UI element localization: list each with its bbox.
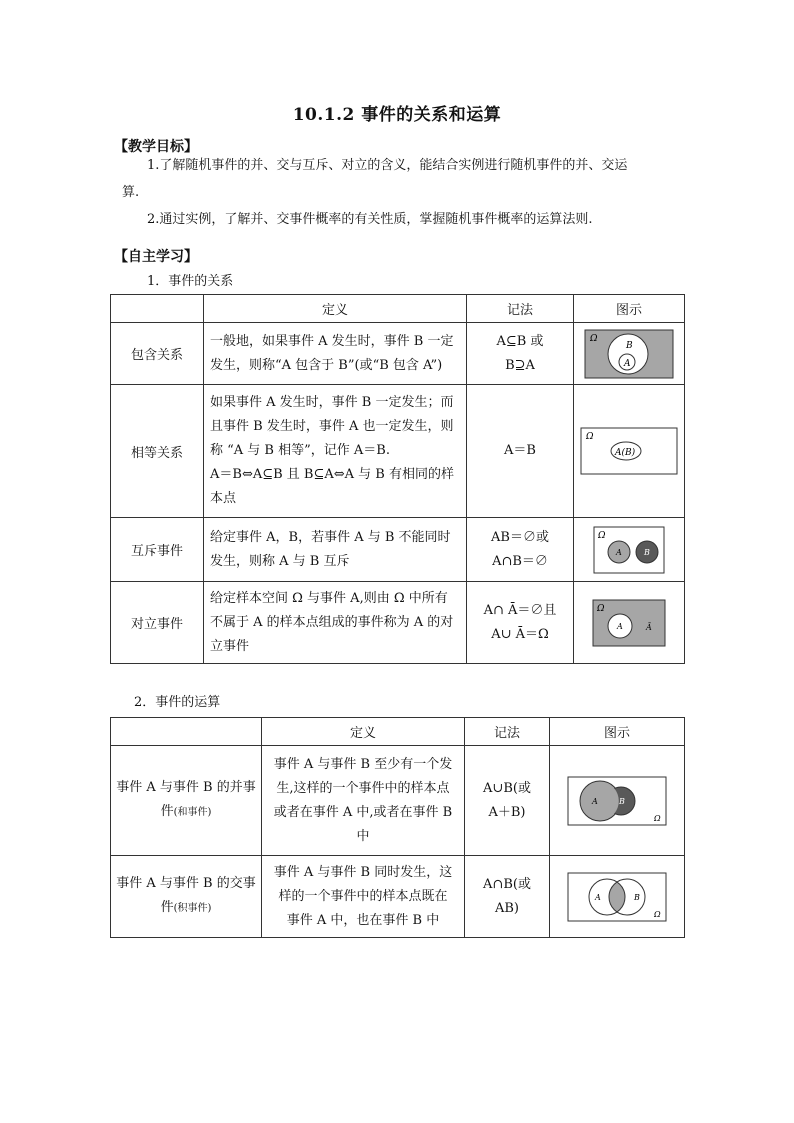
set-a-label: A — [617, 621, 623, 631]
notation-line: A∩ Ā＝∅且 — [483, 602, 557, 618]
name-line — [115, 800, 257, 825]
page-title: 10.1.2 事件的关系和运算 — [292, 105, 502, 125]
definition-line: 给定样本空间 Ω 与事件 A,则由 Ω 中所有 — [210, 590, 448, 606]
table-row — [111, 582, 685, 664]
definition-line: 事件 A 与事件 B 同时发生，这 — [273, 864, 453, 880]
set-a-label: A — [592, 796, 598, 806]
definition-line: 本点 — [210, 491, 237, 506]
notation-inclusion — [467, 323, 574, 385]
row-name-union — [111, 746, 262, 856]
notation-line: B⊇A — [505, 357, 535, 373]
subsection-2-title: 2．事件的运算 — [134, 695, 221, 710]
notation-equality — [467, 385, 574, 518]
table-row — [111, 323, 685, 385]
table-row — [111, 385, 685, 518]
omega-label: Ω — [598, 530, 606, 541]
set-a-label: A — [624, 358, 631, 369]
venn-inclusion-diagram — [584, 329, 674, 379]
notation-line: AB＝∅或 — [491, 529, 549, 545]
venn-complement-diagram — [592, 599, 666, 647]
row-name-intersection — [111, 856, 262, 938]
definition-line: 发生，则称“A 包含于 B”(或“B 包含 A”) — [210, 357, 443, 373]
omega-label: Ω — [597, 603, 605, 614]
name-note: (和事件) — [173, 807, 212, 818]
definition-line: 给定事件 A，B，若事件 A 与 B 不能同时 — [210, 529, 451, 545]
table-row — [111, 518, 685, 582]
set-b-label: B — [619, 796, 625, 806]
goal-1-line-2: 算. — [122, 185, 140, 200]
definition-exclusive — [204, 518, 467, 582]
omega-label: Ω — [590, 333, 598, 344]
goal-1-line-1: 1.了解随机事件的并、交与互斥、对立的含义，能结合实例进行随机事件的并、交运 — [147, 158, 628, 173]
notation-exclusive — [467, 518, 574, 582]
name-part: 件 — [160, 900, 174, 915]
row-name-inclusion: 包含关系 — [111, 323, 204, 385]
name-line: 事件 A 与事件 B 的交事 — [116, 876, 256, 891]
table-row — [111, 746, 685, 856]
notation-intersection — [465, 856, 550, 938]
complement-label: Ā — [646, 622, 652, 632]
diagram-inclusion — [574, 323, 685, 385]
definition-line: 样的一个事件中的样本点既在 — [278, 888, 448, 904]
notation-line: A∩B(或 AB) — [483, 876, 531, 916]
definition-line: A＝B⇔A⊆B 且 B⊆A⇔A 与 B 有相同的样 — [210, 467, 454, 482]
definition-complement — [204, 582, 467, 664]
table2-header-notation: 记法 — [465, 718, 550, 746]
notation-line: A＋B) — [488, 804, 526, 820]
definition-union — [262, 746, 465, 856]
definition-line: 不属于 A 的样本点组成的事件称为 A 的对 — [210, 614, 454, 630]
definition-line: 事件 A 与事件 B 至少有一个发 — [273, 756, 453, 772]
table1-header-notation: 记法 — [467, 295, 574, 323]
self-study-heading: 【自主学习】 — [114, 249, 198, 265]
set-a-label: A — [595, 892, 601, 902]
notation-union — [465, 746, 550, 856]
definition-line: 称 “A 与 B 相等”，记作 A＝B. — [210, 443, 390, 458]
definition-inclusion — [204, 323, 467, 385]
definition-line: 立事件 — [210, 638, 250, 654]
diagram-equality — [574, 385, 685, 518]
name-part: 件 — [160, 804, 174, 819]
omega-label: Ω — [654, 909, 661, 919]
set-b-label: B — [644, 547, 650, 557]
name-line: 事件 A 与事件 B 的并事 — [116, 780, 256, 795]
row-name-exclusive: 互斥事件 — [111, 518, 204, 582]
table-row — [111, 856, 685, 938]
table1-header-blank — [111, 295, 204, 323]
venn-intersection-diagram — [567, 872, 667, 922]
table1-header-diagram: 图示 — [574, 295, 685, 323]
definition-line: 中 — [356, 828, 370, 844]
table1-header-definition: 定义 — [204, 295, 467, 323]
diagram-complement — [574, 582, 685, 664]
diagram-exclusive — [574, 518, 685, 582]
notation-line: A＝B — [504, 443, 536, 458]
event-relations-table — [110, 294, 685, 664]
row-name-equality: 相等关系 — [111, 385, 204, 518]
notation-complement — [467, 582, 574, 664]
table2-header-definition: 定义 — [262, 718, 465, 746]
row-name-complement: 对立事件 — [111, 582, 204, 664]
definition-line: 且事件 B 发生时，事件 A 也一定发生，则 — [210, 419, 454, 434]
definition-line: 发生，则称 A 与 B 互斥 — [210, 553, 350, 569]
definition-line: 或者在事件 A 中,或者在事件 B — [273, 804, 453, 820]
notation-line: A∩B＝∅ — [492, 553, 548, 569]
table2-header-blank — [111, 718, 262, 746]
omega-label: Ω — [586, 432, 594, 442]
set-b-label: B — [634, 892, 640, 902]
event-operations-table — [110, 717, 685, 938]
definition-line: 事件 A 中，也在事件 B 中 — [286, 912, 440, 928]
definition-line: 生,这样的一个事件中的样本点 — [276, 780, 450, 796]
set-b-label: B — [626, 340, 633, 351]
notation-line: A⊆B 或 — [496, 333, 544, 349]
venn-equality-diagram — [580, 427, 678, 475]
notation-line: A∪ Ā＝Ω — [491, 626, 549, 642]
definition-equality — [204, 385, 467, 518]
table1-header-row — [111, 295, 685, 323]
table2-header-row — [111, 718, 685, 746]
definition-intersection — [262, 856, 465, 938]
name-line — [115, 896, 257, 921]
diagram-intersection — [550, 856, 685, 938]
goals-heading: 【教学目标】 — [114, 139, 198, 155]
notation-line: A∪B(或 — [483, 780, 531, 796]
set-a-label: A — [616, 547, 622, 557]
goal-2: 2.通过实例，了解并、交事件概率的有关性质，掌握随机事件概率的运算法则. — [147, 212, 593, 227]
set-ab-label: A(B) — [615, 448, 636, 458]
name-note: (积事件) — [173, 903, 212, 914]
definition-line: 一般地，如果事件 A 发生时，事件 B 一定 — [210, 333, 454, 349]
table2-header-diagram: 图示 — [550, 718, 685, 746]
omega-label: Ω — [654, 813, 661, 823]
venn-union-diagram — [567, 776, 667, 826]
definition-line: 如果事件 A 发生时，事件 B 一定发生；而 — [210, 395, 454, 410]
venn-exclusive-diagram — [593, 526, 665, 574]
diagram-union — [550, 746, 685, 856]
subsection-1-title: 1．事件的关系 — [147, 274, 234, 289]
